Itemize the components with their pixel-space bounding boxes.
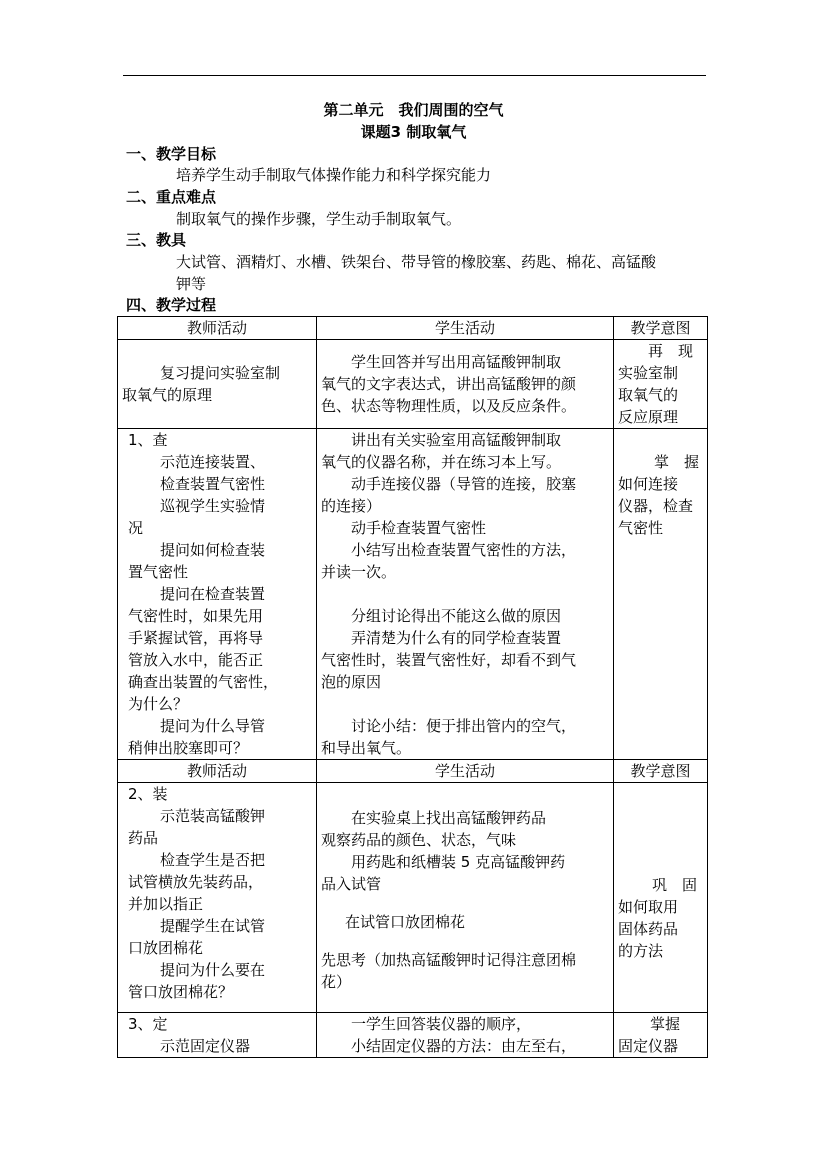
header-teacher: 教师活动	[118, 317, 317, 340]
header-student: 学生活动	[317, 317, 614, 340]
row2-teacher-line: 示范连接装置、	[160, 453, 266, 471]
row4-intent-line: 掌握	[650, 1015, 681, 1033]
row3-student-line: 在试管口放团棉花	[345, 913, 466, 931]
section-text-focus: 制取氧气的操作步骤，学生动手制取氧气。	[176, 210, 462, 228]
row2-student-line: 泡的原因	[321, 673, 382, 691]
row3-student-spacer	[321, 933, 609, 949]
row2-intent-line: 气密性	[618, 519, 664, 537]
header-teacher: 教师活动	[118, 760, 317, 783]
row4-student-line: 小结固定仪器的方法：由左至右，	[351, 1037, 577, 1055]
row2-student-line: 弄清楚为什么有的同学检查装置	[351, 629, 562, 647]
row1-intent-line: 实验室制	[618, 364, 679, 382]
row2-teacher-line: 检查装置气密性	[160, 475, 266, 493]
row2-student-spacer	[321, 693, 609, 715]
section-text-tools-2: 钾等	[176, 275, 207, 293]
row2-intent-line: 如何连接	[618, 475, 679, 493]
section-heading-focus: 二、重点难点	[126, 188, 217, 206]
row2-student-line: 气密性时，装置气密性好，却看不到气	[321, 651, 577, 669]
row1-teacher-line: 复习提问实验室制	[160, 364, 281, 382]
row2-intent	[614, 429, 708, 760]
table-row	[118, 429, 708, 760]
row4-teacher-line: 3、定	[128, 1015, 168, 1033]
row1-teacher-line: 取氧气的原理	[122, 386, 213, 404]
table-row	[118, 340, 708, 429]
row2-intent-line: 仪器，检查	[618, 497, 694, 515]
row2-student-line: 和导出氧气。	[321, 739, 412, 757]
row2-teacher-line: 况	[128, 519, 144, 537]
row2-teacher-line: 手紧握试管，再将导	[128, 629, 264, 647]
header-intent: 教学意图	[614, 317, 708, 340]
row3-intent-spacer	[618, 834, 703, 874]
row3-teacher-line: 并加以指正	[128, 895, 204, 913]
row3-intent-line: 固体药品	[618, 919, 679, 938]
row2-student-line: 讲出有关实验室用高锰酸钾制取	[351, 431, 562, 449]
row3-teacher-line: 示范装高锰酸钾	[160, 807, 266, 825]
row3-teacher-line: 提问为什么要在	[160, 961, 266, 979]
row2-teacher-line: 提问为什么导管	[160, 717, 266, 735]
row4-teacher-line: 示范固定仪器	[160, 1037, 251, 1055]
row2-intent-spacer	[618, 429, 703, 451]
row3-teacher-line: 口放团棉花	[128, 939, 204, 957]
row3-intent-line: 巩 固	[652, 875, 698, 894]
row3-intent	[614, 783, 708, 1013]
row2-teacher-line: 巡视学生实验情	[160, 497, 266, 515]
lesson-title: 课题3 制取氧气	[360, 123, 467, 141]
row3-student-spacer	[321, 895, 609, 911]
row4-intent-line: 固定仪器	[618, 1037, 679, 1055]
row3-student-line: 花）	[321, 973, 352, 991]
row2-student-line: 讨论小结：便于排出管内的空气，	[351, 717, 577, 735]
section-text-goals: 培养学生动手制取气体操作能力和科学探究能力	[176, 166, 492, 184]
row2-teacher-line: 1、查	[128, 431, 168, 449]
row1-student-line: 氧气的文字表达式，讲出高锰酸钾的颜	[321, 375, 577, 393]
section-heading-goals: 一、教学目标	[126, 145, 217, 163]
row3-intent-line: 的方法	[618, 941, 664, 960]
row2-student-line: 的连接）	[321, 497, 382, 515]
row1-intent-line: 再 现	[648, 342, 694, 360]
row1-intent-line: 取氧气的	[618, 386, 679, 404]
teaching-process-table	[117, 316, 708, 1058]
row1-intent-line: 反应原理	[618, 408, 679, 426]
row4-student-line: 一学生回答装仪器的顺序，	[351, 1015, 532, 1033]
section-heading-process: 四、教学过程	[126, 296, 217, 314]
row1-student-line: 色、状态等物理性质，以及反应条件。	[321, 397, 577, 415]
row3-teacher-line: 2、装	[128, 785, 168, 803]
row3-teacher-line: 试管横放先装药品，	[128, 873, 264, 891]
row2-student-line: 动手检查装置气密性	[351, 519, 487, 537]
row3-student	[317, 783, 614, 1013]
row3-student-line: 先思考（加热高锰酸钾时记得注意团棉	[321, 951, 577, 969]
row2-teacher-line: 确查出装置的气密性，	[128, 673, 279, 691]
row2-teacher-line: 稍伸出胶塞即可？	[128, 739, 249, 757]
unit-title: 第二单元 我们周围的空气	[323, 101, 504, 119]
row1-student-line: 学生回答并写出用高锰酸钾制取	[351, 353, 562, 371]
row2-teacher-line: 置气密性	[128, 563, 189, 581]
section-text-tools-1: 大试管、酒精灯、水槽、铁架台、带导管的橡胶塞、药匙、棉花、高锰酸	[176, 253, 657, 271]
table-header-row	[118, 317, 708, 340]
row3-intent-line: 如何取用	[618, 897, 679, 916]
row2-student-line: 并读一次。	[321, 563, 397, 581]
header-rule	[123, 75, 706, 76]
row2-student-line: 动手连接仪器（导管的连接，胶塞	[351, 475, 577, 493]
row4-teacher	[118, 1013, 317, 1058]
row2-student	[317, 429, 614, 760]
row2-student-spacer	[321, 583, 609, 605]
row2-student-line: 分组讨论得出不能这么做的原因	[351, 607, 562, 625]
header-intent: 教学意图	[614, 760, 708, 783]
row2-teacher-line: 提问如何检查装	[160, 541, 266, 559]
table-row	[118, 783, 708, 1013]
section-heading-tools: 三、教具	[126, 231, 187, 249]
row2-teacher-line: 管放入水中，能否正	[128, 651, 264, 669]
row1-student	[317, 340, 614, 429]
row3-teacher-line: 管口放团棉花？	[128, 983, 234, 1001]
row3-student-line: 在实验桌上找出高锰酸钾药品	[351, 809, 547, 827]
row3-student-spacer	[321, 791, 609, 807]
table-header-row	[118, 760, 708, 783]
row3-student-line: 用药匙和纸槽装 5 克高锰酸钾药	[351, 853, 566, 871]
row4-intent	[614, 1013, 708, 1058]
row3-teacher-line: 药品	[128, 829, 159, 847]
row3-student-line: 观察药品的颜色、状态，气味	[321, 831, 517, 849]
row2-teacher-line: 为什么？	[128, 695, 189, 713]
row2-teacher	[118, 429, 317, 760]
row2-teacher-line: 气密性时，如果先用	[128, 607, 264, 625]
row1-intent	[614, 340, 708, 429]
row2-student-line: 小结写出检查装置气密性的方法，	[351, 541, 577, 559]
row2-student-line: 氧气的仪器名称，并在练习本上写。	[321, 453, 562, 471]
header-student: 学生活动	[317, 760, 614, 783]
row4-student	[317, 1013, 614, 1058]
row3-teacher-line: 提醒学生在试管	[160, 917, 266, 935]
table-row	[118, 1013, 708, 1058]
row1-teacher	[118, 340, 317, 429]
row2-intent-line: 掌 握	[654, 453, 700, 471]
row3-teacher-line: 检查学生是否把	[160, 851, 266, 869]
row2-teacher-line: 提问在检查装置	[160, 585, 266, 603]
row3-student-line: 品入试管	[321, 875, 382, 893]
row3-teacher	[118, 783, 317, 1013]
